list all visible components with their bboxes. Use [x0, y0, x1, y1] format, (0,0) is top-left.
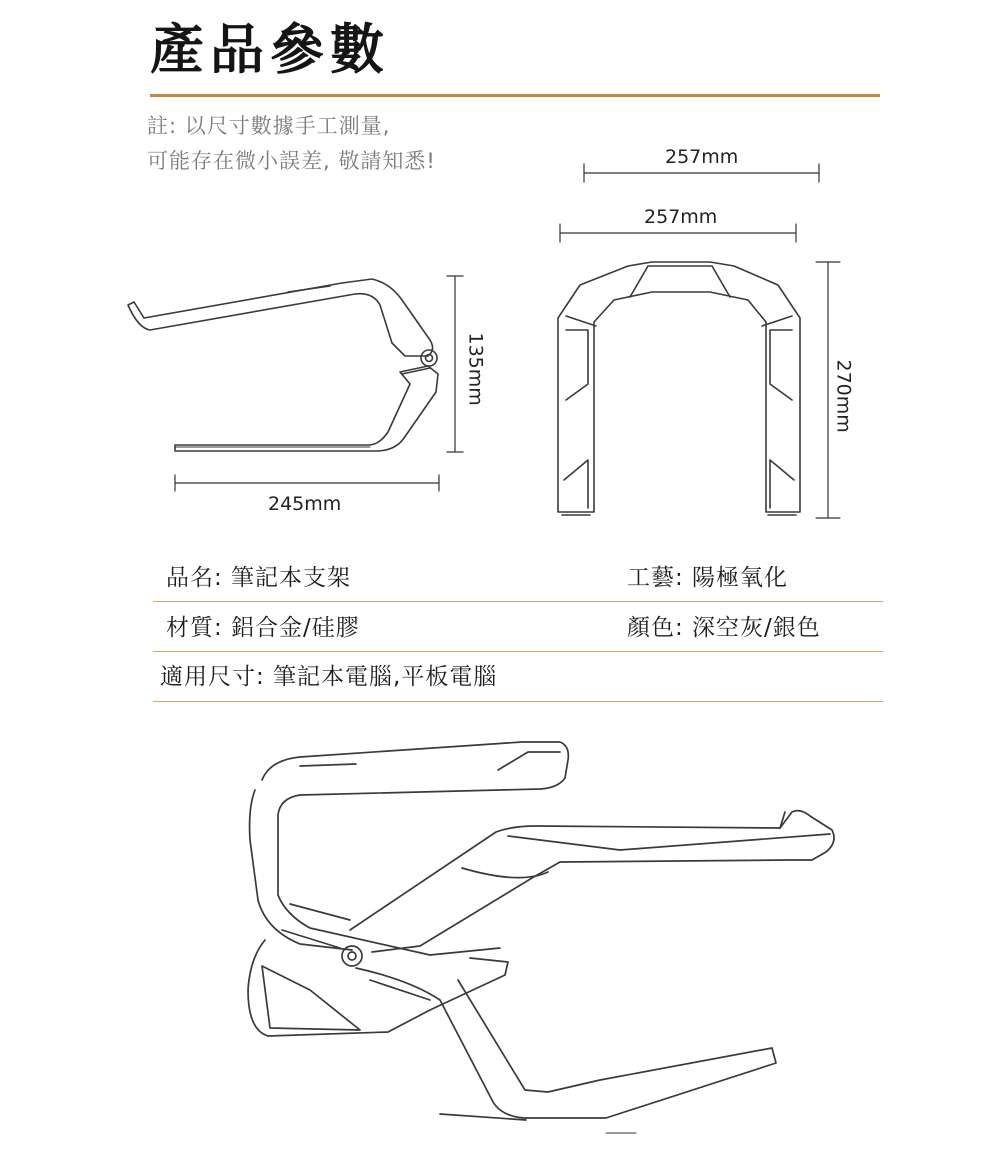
- side-width-label: 245mm: [268, 493, 342, 515]
- top-length-label: 270mm: [832, 359, 855, 433]
- spec-color: 顏色: 深空灰/銀色: [627, 615, 821, 641]
- top-width-inner-label: 257mm: [644, 206, 718, 228]
- side-height-label: 135mm: [464, 332, 487, 406]
- measurement-note-line-2: 可能存在微小誤差, 敬請知悉!: [147, 149, 436, 173]
- spec-divider-2: [153, 651, 883, 652]
- side-width-dimension: [175, 475, 439, 491]
- spec-divider-3: [153, 701, 883, 702]
- page-title: 產品參數: [150, 18, 390, 81]
- spec-process: 工藝: 陽極氧化: [627, 565, 789, 591]
- spec-divider-1: [153, 601, 883, 602]
- top-width-outer-label: 257mm: [665, 146, 739, 168]
- side-view-drawing: [128, 279, 438, 451]
- spec-applicable-size: 適用尺寸: 筆記本電腦,平板電腦: [160, 664, 498, 690]
- spec-material: 材質: 鋁合金/硅膠: [166, 615, 360, 641]
- top-view-drawing: [558, 262, 800, 515]
- perspective-drawing: [248, 742, 834, 1133]
- side-height-dimension: [447, 276, 463, 452]
- measurement-note-line-1: 註: 以尺寸數據手工測量,: [147, 114, 391, 138]
- spec-product-name: 品名: 筆記本支架: [166, 565, 352, 591]
